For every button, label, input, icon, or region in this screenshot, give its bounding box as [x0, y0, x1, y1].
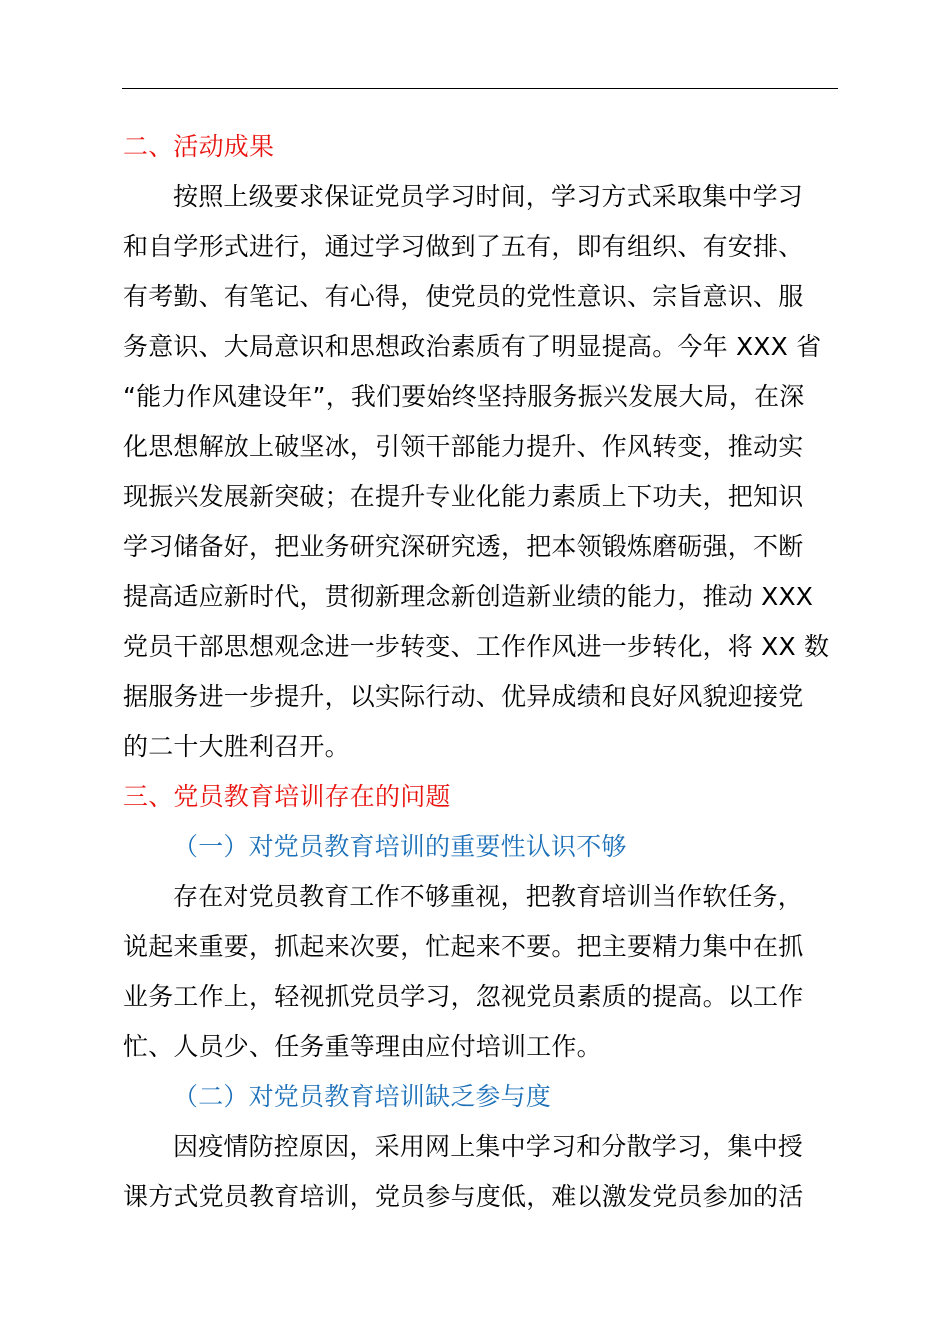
paragraph-line: 和自学形式进行，通过学习做到了五有，即有组织、有安排、	[123, 232, 804, 261]
paragraph-line: 因疫情防控原因，采用网上集中学习和分散学习，集中授	[173, 1132, 804, 1161]
paragraph-line: 党员干部思想观念进一步转变、工作作风进一步转化，将 XX 数	[123, 632, 830, 661]
paragraph-line: 说起来重要，抓起来次要，忙起来不要。把主要精力集中在抓	[123, 932, 804, 961]
paragraph-line: 业务工作上，轻视抓党员学习，忽视党员素质的提高。以工作	[123, 982, 804, 1011]
paragraph-line: 有考勤、有笔记、有心得，使党员的党性意识、宗旨意识、服	[123, 282, 804, 311]
subsection-heading-awareness: （一）对党员教育培训的重要性认识不够	[173, 832, 627, 861]
paragraph-line: 提高适应新时代，贯彻新理念新创造新业绩的能力，推动 XXX	[123, 582, 814, 611]
paragraph-line: 存在对党员教育工作不够重视，把教育培训当作软任务，	[173, 882, 804, 911]
section-heading-achievements: 二、活动成果	[123, 132, 275, 161]
paragraph-line: 学习储备好，把业务研究深研究透，把本领锻炼磨砺强，不断	[123, 532, 804, 561]
paragraph-line: 的二十大胜利召开。	[123, 732, 350, 761]
paragraph-line: 化思想解放上破坚冰，引领干部能力提升、作风转变，推动实	[123, 432, 804, 461]
paragraph-line: 按照上级要求保证党员学习时间，学习方式采取集中学习	[173, 182, 804, 211]
paragraph-line: 现振兴发展新突破；在提升专业化能力素质上下功夫，把知识	[123, 482, 804, 511]
paragraph-line: “能力作风建设年”，我们要始终坚持服务振兴发展大局，在深	[123, 382, 805, 411]
document-body	[123, 122, 837, 1222]
paragraph-line: 忙、人员少、任务重等理由应付培训工作。	[123, 1032, 602, 1061]
section-heading-problems: 三、党员教育培训存在的问题	[123, 782, 451, 811]
paragraph-line: 课方式党员教育培训，党员参与度低，难以激发党员参加的活	[123, 1182, 804, 1211]
paragraph-line: 务意识、大局意识和思想政治素质有了明显提高。今年 XXX 省	[123, 332, 822, 361]
header-rule	[122, 88, 838, 89]
subsection-heading-participation: （二）对党员教育培训缺乏参与度	[173, 1082, 552, 1111]
paragraph-line: 据服务进一步提升，以实际行动、优异成绩和良好风貌迎接党	[123, 682, 804, 711]
